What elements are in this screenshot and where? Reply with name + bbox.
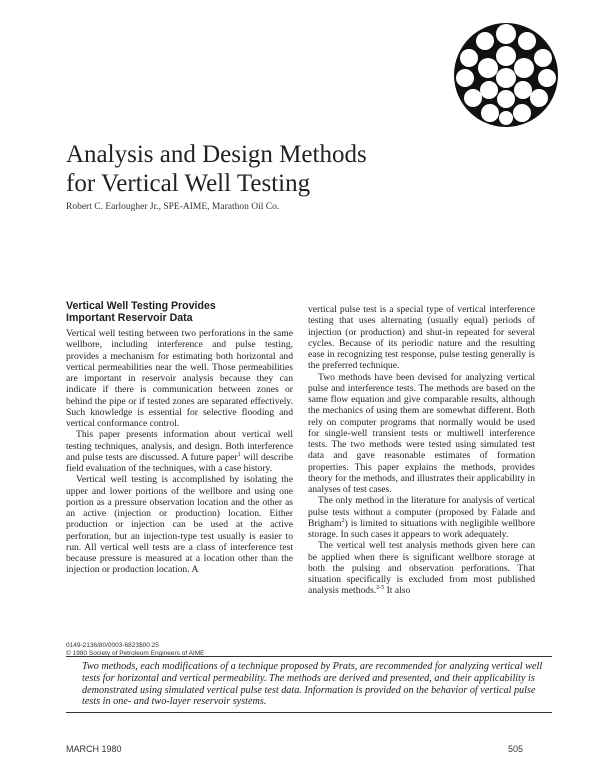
copyright-code: 0149-2136/80/0003-6823$00.25 bbox=[66, 642, 159, 649]
abstract-box: Two methods, each modifications of a technique proposed by Prats, are recommended for analyzing vertical well tests for horizontal and vertical permeability. The methods are derived and presented, and their applicability is demonstrated using simulated vertical pulse test data. Information is provided on the behavior of vertical pulse tests in one- and two-layer reservoir systems. bbox=[66, 656, 552, 713]
paragraph-text: will describe field evaluation of the techniques, with a case history. bbox=[66, 451, 293, 474]
paragraph-text: ) is limited to situations with negligible wellbore storage. In such cases it appears to work adequately. bbox=[308, 517, 535, 540]
section-heading bbox=[66, 300, 293, 324]
paragraph: Vertical well testing is accomplished by isolating the upper and lower portions of the wellbore and using one portion as a pressure observation location and the other as an active (injection or production) location. Either production or injection can be used at the active perforation, but an injection-type test usually is easier to run. All vertical well tests are a class of interference test because pressure is measured at a location other than the injection or production location. A bbox=[66, 474, 293, 576]
footer-date: MARCH 1980 bbox=[66, 744, 122, 754]
reference-marker: 1 bbox=[237, 451, 241, 458]
section-heading-line-2: Important Reservoir Data bbox=[66, 312, 193, 324]
paragraph: Two methods have been devised for analyzing vertical pulse and interference tests. The methods are based on the same flow equation and give comparable results, although the mechanics of using them are somewhat different. Both rely on computer programs that normally would be used for single-well transient tests or multiwell interference tests. The two methods were tested using simulated test data and gave reasonable estimates of formation properties. This paper explains the methods, provides theory for the methods, and illustrates their applicability in analyses of test cases. bbox=[308, 371, 535, 495]
paragraph-text: The vertical well test analysis methods given here can be applied when there is significant wellbore storage at both the pulsing and observation perforations. That situation specifically is excluded from most published analysis methods. bbox=[308, 540, 535, 597]
section-heading-line-1: Vertical Well Testing Provides bbox=[66, 300, 216, 312]
paragraph bbox=[66, 429, 293, 474]
reference-marker: 2-5 bbox=[376, 585, 385, 592]
copyright-text: © 1980 Society of Petroleum Engineers of AIME bbox=[66, 650, 205, 657]
left-column bbox=[66, 300, 293, 576]
paragraph-text: This paper presents information about vertical well testing techniques, analysis, and design. Both interference and pulse tests are discussed. A future paper bbox=[66, 429, 293, 463]
right-column bbox=[308, 304, 535, 597]
paragraph-text: It also bbox=[384, 585, 411, 597]
page-number: 505 bbox=[508, 744, 524, 754]
paragraph bbox=[308, 495, 535, 540]
article-title bbox=[66, 140, 526, 198]
author-byline: Robert C. Earlougher Jr., SPE-AIME, Marathon Oil Co. bbox=[66, 202, 280, 212]
title-line-1: Analysis and Design Methods bbox=[66, 141, 367, 168]
journal-logo bbox=[451, 20, 561, 130]
title-line-2: for Vertical Well Testing bbox=[66, 170, 311, 197]
paragraph: vertical pulse test is a special type of vertical interference testing that uses alternating (usually equal) periods of injection (or production) and shut-in repeated for several cycles. Because of its periodic nature and the resulting ease in recognizing test response, pulse testing generally is the preferred technique. bbox=[308, 304, 535, 372]
paragraph bbox=[308, 540, 535, 596]
paragraph-text: The only method in the literature for analysis of vertical pulse tests without a computer (proposed by Falade and Brigham bbox=[308, 495, 535, 529]
reference-marker: 2 bbox=[341, 517, 345, 524]
paragraph: Vertical well testing between two perforations in the same wellbore, including interference and pulse testing, provides a mechanism for estimating both horizontal and vertical permeabilities near the well. Those permeabilities are important in reservoir analysis because they can indicate if there is communication between zones or behind the pipe or if tested zones are separated effectively. Such knowledge is essential for selective flooding and vertical conformance control. bbox=[66, 328, 293, 429]
